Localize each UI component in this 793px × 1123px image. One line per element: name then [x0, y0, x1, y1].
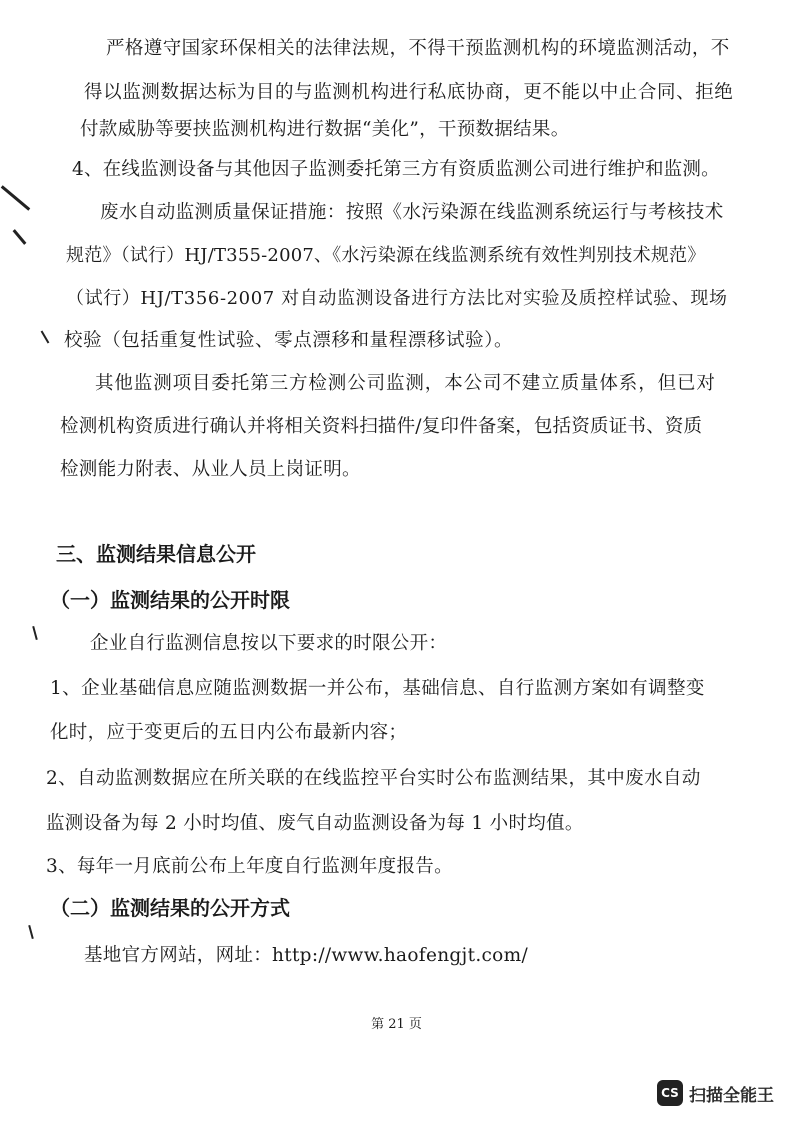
body-line-4: 4、在线监测设备与其他因子监测委托第三方有资质监测公司进行维护和监测。 — [72, 159, 720, 180]
section-title: 三、监测结果信息公开 — [56, 542, 256, 566]
body-line-11: 检测能力附表、从业人员上岗证明。 — [60, 459, 361, 480]
body-line-2: 得以监测数据达标为目的与监测机构进行私底协商，更不能以中止合同、拒绝 — [84, 82, 734, 103]
sub2-line: 基地官方网站，网址：http://www.haofengjt.com/ — [84, 945, 528, 966]
body-line-5: 废水自动监测质量保证措施：按照《水污染源在线监测系统运行与考核技术 — [100, 202, 724, 223]
scan-mark — [28, 925, 34, 939]
sub1-line-5: 监测设备为每 2 小时均值、废气自动监测设备为每 1 小时均值。 — [46, 813, 584, 834]
sub1-line-6: 3、每年一月底前公布上年度自行监测年度报告。 — [46, 856, 453, 877]
subsection-2-title: （二）监测结果的公开方式 — [50, 896, 290, 920]
sub1-line-3: 化时，应于变更后的五日内公布最新内容； — [50, 722, 408, 743]
watermark-label: 扫描全能王 — [689, 1085, 774, 1106]
body-line-8: 校验（包括重复性试验、零点漂移和量程漂移试验）。 — [64, 330, 514, 351]
body-line-6: 规范》（试行）HJ/T355-2007、《水污染源在线监测系统有效性判别技术规范》 — [66, 245, 706, 266]
body-line-7: （试行）HJ/T356-2007 对自动监测设备进行方法比对实验及质控样试验、现场 — [66, 288, 728, 309]
scan-mark — [1, 185, 31, 210]
sub1-line-2: 1、企业基础信息应随监测数据一并公布，基础信息、自行监测方案如有调整变 — [50, 678, 705, 699]
body-line-10: 检测机构资质进行确认并将相关资料扫描件/复印件备案，包括资质证书、资质 — [60, 416, 703, 437]
body-line-3: 付款威胁等要挟监测机构进行数据“美化”，干预数据结果。 — [80, 119, 570, 140]
body-line-1: 严格遵守国家环保相关的法律法规，不得干预监测机构的环境监测活动，不 — [106, 38, 730, 59]
sub1-line-1: 企业自行监测信息按以下要求的时限公开： — [90, 633, 448, 654]
scan-mark — [41, 330, 50, 343]
scan-mark — [13, 229, 27, 245]
sub1-line-4: 2、自动监测数据应在所关联的在线监控平台实时公布监测结果，其中废水自动 — [46, 768, 701, 789]
scan-mark — [32, 626, 38, 640]
subsection-1-title: （一）监测结果的公开时限 — [50, 588, 290, 612]
camscanner-logo-icon: CS — [657, 1080, 683, 1106]
scanner-watermark — [657, 1080, 774, 1106]
body-line-9: 其他监测项目委托第三方检测公司监测，本公司不建立质量体系，但已对 — [95, 373, 716, 394]
page-number: 第 21 页 — [371, 1017, 422, 1032]
